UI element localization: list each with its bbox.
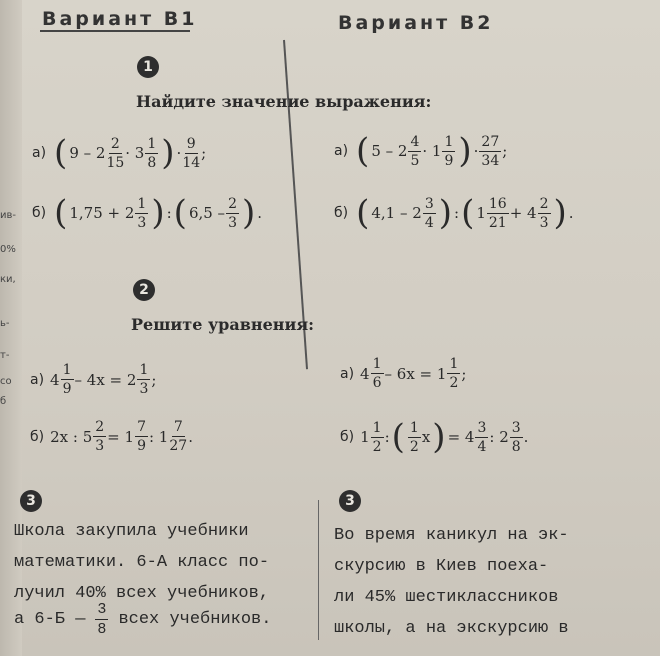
item-label: а) xyxy=(334,143,349,159)
term: : 1 xyxy=(148,427,169,446)
term: : xyxy=(384,428,390,446)
fraction: 3 4 xyxy=(477,419,487,455)
fraction: 1 8 xyxy=(147,135,157,171)
task-1-v1-a xyxy=(32,133,207,173)
term: · xyxy=(176,144,182,162)
fraction: $\frac{2}{3}$ xyxy=(95,419,105,454)
fraction: 1 6 xyxy=(372,356,382,391)
fraction: 7 9 xyxy=(137,419,146,454)
term: а 6-Б — xyxy=(14,610,86,629)
item-label: б) xyxy=(30,428,45,445)
task-3-v1-last-line xyxy=(14,602,271,637)
column-divider-lower xyxy=(318,500,319,640)
fraction: 1 2 xyxy=(449,356,459,391)
edge-fragment: т- xyxy=(0,350,10,361)
task-3-v2-line: ли 45% шестиклассников xyxy=(334,588,559,607)
fraction: 1 3 xyxy=(139,362,149,397)
term: 9 – 2 xyxy=(69,144,106,162)
edge-fragment: б xyxy=(0,396,7,407)
fraction: 4 5 xyxy=(410,133,420,169)
fraction: 1 9 xyxy=(444,133,454,169)
term: 4 xyxy=(360,364,370,383)
term: = 4 xyxy=(447,428,475,446)
right-paren: ) xyxy=(161,133,175,173)
term: + 4 xyxy=(509,204,537,222)
term: = 1 xyxy=(107,427,135,446)
term: : 2 xyxy=(489,428,509,446)
term: 4 xyxy=(50,370,60,389)
task-1-v1-b: б) ( 1,75 + 2 1 3 ) : ( 6,5 – 2 3 ) . xyxy=(32,193,263,233)
term: 1 xyxy=(360,428,370,446)
item-label: б) xyxy=(340,429,355,445)
edge-fragment: ки, xyxy=(0,274,16,285)
term: – 4x = 2 xyxy=(74,370,137,389)
term: · 3 xyxy=(125,144,145,162)
fraction: 1 3 xyxy=(137,195,147,231)
item-label: а) xyxy=(32,145,47,161)
edge-fragment: ив- xyxy=(0,210,17,221)
term: – 6x = 1 xyxy=(384,364,447,383)
term: . xyxy=(523,428,529,446)
fraction: 2 3 xyxy=(228,195,237,231)
item-label: б) xyxy=(32,205,47,221)
term: x xyxy=(421,428,431,446)
term: всех учебников. xyxy=(118,610,272,629)
term: ; xyxy=(151,370,157,389)
task-2-number: 2 xyxy=(133,279,155,301)
task-1-number: 1 xyxy=(137,56,159,78)
term: 6,5 – xyxy=(188,204,226,222)
term: ; xyxy=(201,144,207,162)
task-3-v1-line: математики. 6-А класс по- xyxy=(14,553,270,572)
term: 2x : 5 xyxy=(50,427,93,446)
item-label: б) xyxy=(334,205,349,221)
task-3-v1-line: Школа закупила учебники xyxy=(14,522,249,541)
fraction: 7 27 xyxy=(169,419,188,454)
task-2-v2-b: б) 1 1 2 : ( 1 2 x ) = 4 3 4 : 2 3 8 . xyxy=(340,417,529,457)
task-3-v1-number: 3 xyxy=(20,490,42,512)
term: 1,75 + 2 xyxy=(69,204,135,222)
task-3-v2-line: Во время каникул на эк- xyxy=(334,526,569,545)
task-3-v2-line: скурсию в Киев поеха- xyxy=(334,557,549,576)
task-2-heading: Решите уравнения: xyxy=(131,315,315,334)
fraction: 3 8 xyxy=(511,419,521,455)
fraction: 9 14 xyxy=(182,135,201,171)
task-1-heading: Найдите значение выражения: xyxy=(136,92,432,111)
fraction: 2 3 xyxy=(539,195,549,231)
fraction: 27 34 xyxy=(481,133,500,169)
item-label: а) xyxy=(340,365,355,382)
edge-fragment: ь- xyxy=(0,318,10,329)
term: 5 – 2 xyxy=(371,142,408,160)
fraction: 1 9 xyxy=(62,362,72,397)
task-2-v1-a xyxy=(30,363,156,396)
term: ; xyxy=(461,364,467,383)
term: · xyxy=(473,142,479,160)
task-3-v2-line: школы, а на экскурсию в xyxy=(334,619,569,638)
fraction: 16 21 xyxy=(488,195,507,231)
term: : xyxy=(454,204,460,222)
task-3-v2-number: 3 xyxy=(339,490,361,512)
fraction: 1 2 xyxy=(372,419,382,455)
item-label: а) xyxy=(30,371,45,388)
task-3-v1-line: лучил 40% всех учебников, xyxy=(14,584,270,603)
fraction: 3 4 xyxy=(424,195,434,231)
term: ; xyxy=(502,142,508,160)
fraction: 1 2 xyxy=(409,419,419,455)
term: . xyxy=(568,204,574,222)
task-1-v2-b: б) ( 4,1 – 2 3 4 ) : ( 1 16 21 + 4 2 3 ) . xyxy=(334,193,574,233)
term: . xyxy=(188,427,193,446)
edge-fragment: со xyxy=(0,376,12,387)
task-2-v1-b xyxy=(30,420,193,453)
fraction: 3 8 xyxy=(97,601,107,638)
variant-2-title: Вариант В2 xyxy=(338,12,494,34)
term: 4,1 – 2 xyxy=(371,204,422,222)
fraction: 2 15 xyxy=(106,135,125,171)
term: . xyxy=(257,204,263,222)
edge-fragment: 0% xyxy=(0,244,16,255)
task-2-v2-a xyxy=(340,357,466,390)
variant-1-title: Вариант В1 xyxy=(42,8,198,30)
task-1-v2-a: а) ( 5 – 2 4 5 · 1 1 9 ) · 27 34 ; xyxy=(334,131,508,171)
variant-1-underline xyxy=(40,30,190,32)
left-paren: ( xyxy=(54,133,68,173)
term: · 1 xyxy=(422,142,442,160)
term: 1 xyxy=(476,204,486,222)
term: : xyxy=(166,204,172,222)
